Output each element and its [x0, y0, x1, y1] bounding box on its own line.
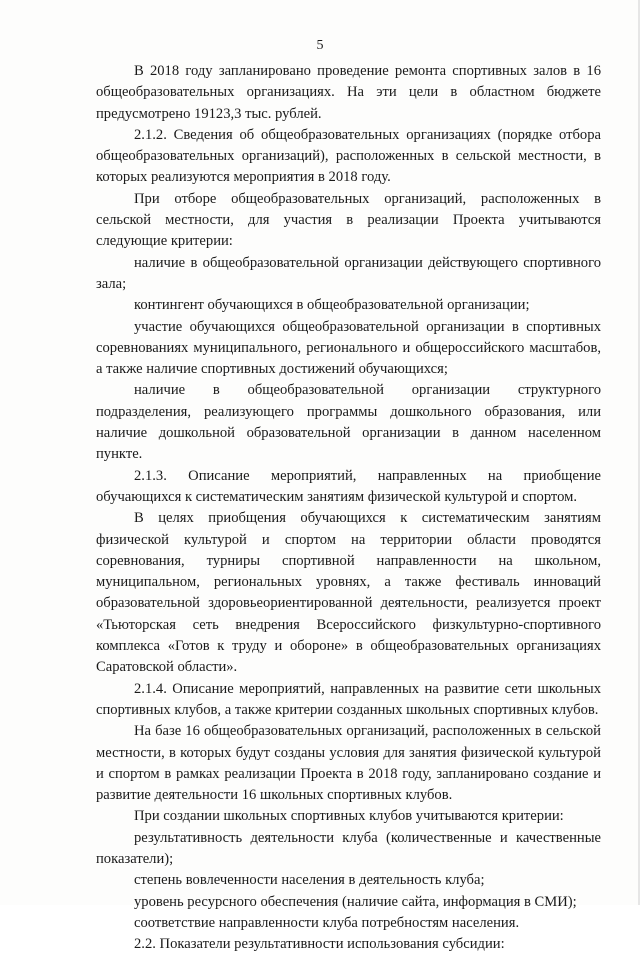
section-2-2-heading: 2.2. Показатели результативности использования субсидии:: [134, 936, 505, 953]
document-body: [96, 61, 601, 955]
paragraph-sports-events: В целях приобщения обучающихся к систематическим занятиям физической культурой и спортом на территории области проводятся соревнования, турниры спортивной направленности на школьном, муниципальном, региональных уровнях, а также фестиваль инноваций образовательной здоровьеориентированной деятельности, реализуется проект «Тьюторская сеть внедрения Всероссийского физкультурно-спортивного комплекса «Готов к труду и обороне» в общеобразовательных организациях Саратовской области».: [96, 510, 601, 676]
section-2-1-4-heading: 2.1.4. Описание мероприятий, направленных на развитие сети школьных спортивных клубов, а также критерии созданных школьных спортивных клубов.: [96, 680, 601, 718]
page-number: 5: [316, 38, 324, 53]
paragraph-club-criteria-intro: При создании школьных спортивных клубов учитываются критерии:: [134, 808, 564, 825]
section-2-1-3-heading: 2.1.3. Описание мероприятий, направленных на приобщение обучающихся к систематическим занятиям физической культурой и спортом.: [96, 467, 601, 505]
criterion-student-contingent: контингент обучающихся в общеобразовательной организации;: [134, 297, 530, 314]
criterion-preschool-division: наличие в общеобразовательной организации структурного подразделения, реализующего программы дошкольного образования, или наличие дошкольной образовательной организации в данном населенном пункте.: [96, 382, 601, 463]
section-2-1-2-heading: 2.1.2. Сведения об общеобразовательных организациях (порядке отбора общеобразовательных организаций), расположенных в сельской местности, в которых реализуются мероприятия в 2018 году.: [96, 126, 601, 186]
criterion-sports-hall: наличие в общеобразовательной организации действующего спортивного зала;: [96, 254, 601, 292]
paragraph-gym-repair: В 2018 году запланировано проведение ремонта спортивных залов в 16 общеобразовательных организациях. На эти цели в областном бюджете предусмотрено 19123,3 тыс. рублей.: [96, 63, 601, 122]
club-criterion-resources: уровень ресурсного обеспечения (наличие сайта, информация в СМИ);: [134, 893, 577, 910]
club-criterion-performance: результативность деятельности клуба (количественные и качественные показатели);: [96, 829, 601, 867]
club-criterion-involvement: степень вовлеченности населения в деятельность клуба;: [134, 872, 485, 889]
paragraph-selection-criteria-intro: При отборе общеобразовательных организаций, расположенных в сельской местности, для участия в реализации Проекта учитываются следующие критерии:: [96, 190, 601, 250]
club-criterion-population-needs: соответствие направленности клуба потребностям населения.: [134, 914, 520, 931]
criterion-competition-participation: участие обучающихся общеобразовательной организации в спортивных соревнованиях муниципального, регионального и общероссийского масштабов, а также наличие спортивных достижений обучающихся;: [96, 318, 601, 378]
paragraph-sports-clubs-creation: На базе 16 общеобразовательных организаций, расположенных в сельской местности, в которых будут созданы условия для занятия физической культурой и спортом в рамках реализации Проекта в 2018 году, запланировано создание и развитие деятельности 16 школьных спортивных клубов.: [96, 723, 601, 804]
